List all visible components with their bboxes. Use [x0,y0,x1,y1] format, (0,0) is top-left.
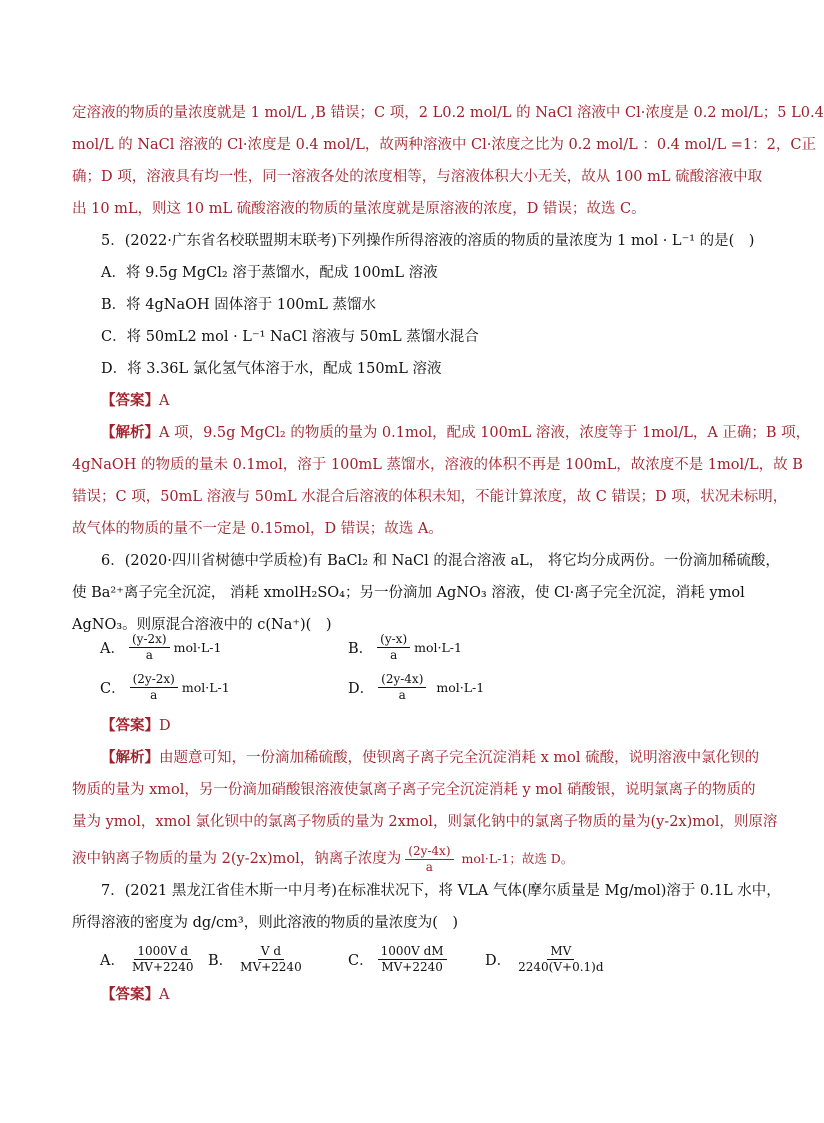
numerator: MV [547,944,574,960]
q6-options-row-1 [100,626,740,668]
option-b [348,626,462,668]
numerator: 1000V d [134,944,191,960]
option-label: D． [485,952,512,969]
fraction [515,944,606,975]
option-a: A．将 9.5g MgCl₂ 溶于蒸馏水，配成 100mL 溶液 [101,265,438,281]
question-stem: 所得溶液的密度为 dg/cm³，则此溶液的物质的量浓度为( ) [72,915,459,931]
option-a [100,938,201,980]
analysis-text: A 项，9.5g MgCl₂ 的物质的量为 0.1mol，配成 100mL 溶液，浓度等于 1mol/L，A 正确；B 项， [159,425,811,441]
text-line: 确；D 项，溶液具有均一性，同一溶液各处的浓度相等，与溶液体积大小无关，故从 100 mL 硫酸溶液中取 [72,169,763,185]
option-b: B．将 4gNaOH 固体溶于 100mL 蒸馏水 [101,297,377,313]
question-stem: 7．(2021 黑龙江省佳木斯一中月考)在标准状况下，将 VLA 气体(摩尔质量是 Mg/mol)溶于 0.1L 水中， [101,883,781,899]
question-stem: 5．(2022·广东省名校联盟期末联考)下列操作所得溶液的溶质的物质的量浓度为 1 mol · L⁻¹ 的是( ) [101,233,755,249]
answer-value: A [159,393,170,409]
text-line: 错误；C 项，50mL 溶液与 50mL 水混合后溶液的体积未知，不能计算浓度，故 C 错误；D 项，状况未标明， [72,489,788,505]
denominator: a [145,647,153,662]
text-line [72,838,722,880]
option-label: B． [208,952,234,969]
q7-answer [72,979,722,1011]
answer-tag: 【答案】 [101,717,159,734]
analysis [72,742,778,880]
text-line: 定溶液的物质的量浓度就是 1 mol/L ,B 错误；C 项，2 L0.2 mol/L 的 NaCl 溶液中 Cl·浓度是 0.2 mol/L；5 L0.4 [72,105,824,121]
fraction [129,944,197,975]
numerator: (y-2x) [129,632,170,648]
option-label: A． [100,952,125,969]
question-stem: 使 Ba²⁺离子完全沉淀， 消耗 xmolH₂SO₄；另一份滴加 AgNO₃ 溶液，使 Cl·离子完全沉淀，消耗 ymol [72,585,745,601]
option-c [100,666,230,708]
option-c: C．将 50mL2 mol · L⁻¹ NaCl 溶液与 50mL 蒸馏水混合 [101,329,479,345]
fraction [129,632,170,663]
option-label: B． [348,640,374,657]
previous-analysis [72,97,824,225]
option-label: A． [100,640,125,657]
q7-options-row [100,938,740,980]
fraction [377,632,410,663]
denominator: a [150,687,158,702]
text-line: mol/L 的 NaCl 溶液的 Cl·浓度是 0.4 mol/L，故两种溶液中 Cl·浓度之比为 0.2 mol/L ：0.4 mol/L =1：2，C正 [72,137,816,153]
fraction [405,844,453,875]
text-line: 物质的量为 xmol，另一份滴加硝酸银溶液使氯离子离子完全沉淀消耗 y mol 硝酸银，说明氯离子的物质的 [72,782,756,798]
denominator: 2240(V+0.1)d [518,959,604,974]
text-line: 故气体的物质的量不一定是 0.15mol，D 错误；故选 A。 [72,521,443,537]
fraction [130,672,178,703]
text-line: 出 10 mL，则这 10 mL 硫酸溶液的物质的量浓度就是原溶液的浓度，D 错误；故选 C。 [72,201,646,217]
analysis-tag: 【解析】 [101,749,159,766]
option-b [208,938,309,980]
text-line: 4gNaOH 的物质的量未 0.1mol，溶于 100mL 蒸馏水，溶液的体积不再是 100mL，故浓度不是 1mol/L，故 B [72,457,803,473]
unit: mol·L-1 [414,639,462,655]
denominator: a [425,859,433,874]
answer-tag: 【答案】 [101,392,159,409]
option-d: D．将 3.36L 氯化氢气体溶于水，配成 150mL 溶液 [101,361,442,377]
option-d [485,938,611,980]
fraction [378,944,447,975]
fraction [237,944,305,975]
text-line [72,417,811,449]
numerator: 1000V dM [378,944,447,960]
answer-value: D [159,718,171,734]
option-a [100,626,221,668]
question-stem: AgNO₃。则原混合溶液中的 c(Na⁺)( ) [72,617,332,633]
analysis [72,417,811,545]
analysis-text: mol·L-1；故选 D。 [461,851,574,866]
denominator: MV+2240 [240,959,302,974]
q6-options-row-2 [100,666,740,708]
analysis-tag: 【解析】 [101,424,159,441]
answer-value: A [159,987,170,1003]
numerator: (2y-2x) [130,672,178,688]
fraction [378,672,426,703]
denominator: MV+2240 [381,959,443,974]
question-7 [72,875,781,939]
numerator: V d [258,944,284,960]
question-5 [72,225,811,545]
answer-tag: 【答案】 [101,986,159,1003]
text-line: 量为 ymol，xmol 氯化钡中的氯离子物质的量为 2xmol，则氯化钠中的氯离子物质的量为(y-2x)mol，则原溶 [72,814,778,830]
numerator: (2y-4x) [405,844,453,860]
q6-answer-analysis [72,710,778,880]
answer-line [72,385,722,417]
analysis-text: 液中钠离子物质的量为 2(y-2x)mol，钠离子浓度为 [72,851,402,867]
answer-line [72,710,722,742]
denominator: a [398,687,406,702]
option-d [348,666,484,708]
option-c [348,938,451,980]
analysis-text: 由题意可知，一份滴加稀硫酸，使钡离子离子完全沉淀消耗 x mol 硫酸，说明溶液中氯化钡的 [159,750,760,766]
numerator: (2y-4x) [378,672,426,688]
option-label: C． [348,952,374,969]
denominator: MV+2240 [131,959,194,974]
question-stem: 6．(2020·四川省树德中学质检)有 BaCl₂ 和 NaCl 的混合溶液 aL， 将它均分成两份。一份滴加稀硫酸， [101,553,780,569]
answer-line [72,979,722,1011]
option-label: D． [348,680,375,697]
unit: mol·L-1 [436,679,485,695]
option-label: C． [100,680,126,697]
text-line [72,742,760,774]
numerator: (y-x) [377,632,410,648]
unit: mol·L-1 [181,679,230,695]
unit: mol·L-1 [173,639,222,655]
denominator: a [390,647,398,662]
